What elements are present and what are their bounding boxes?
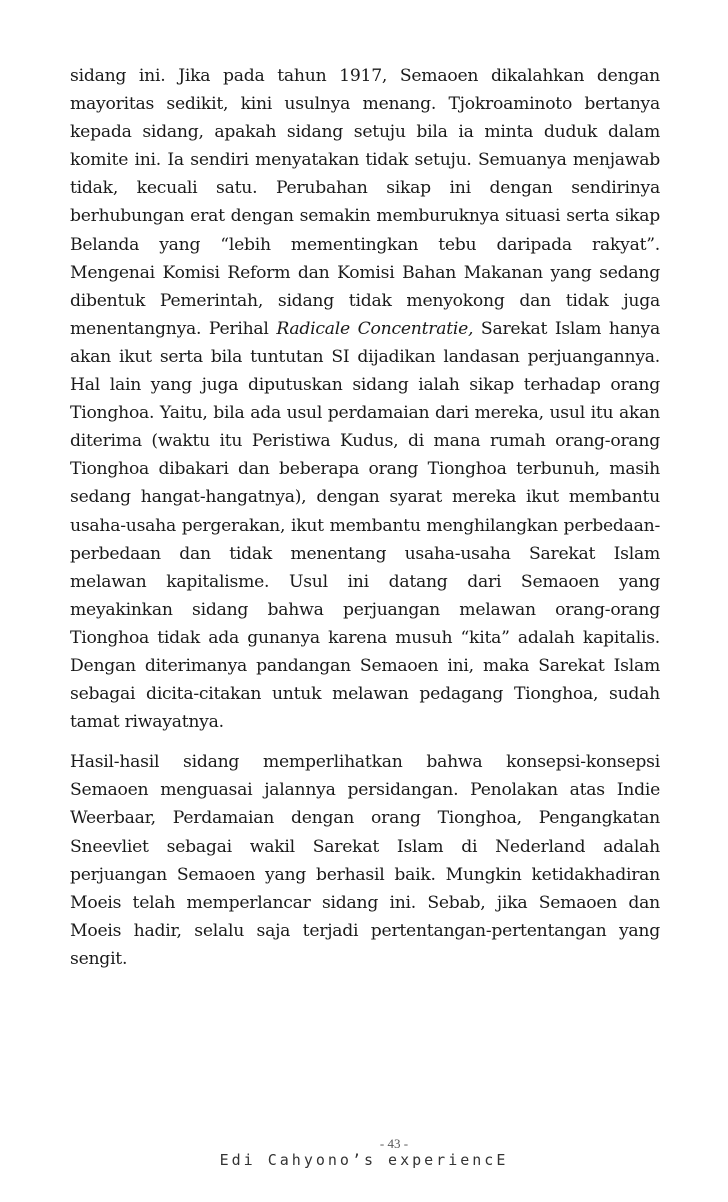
paragraph-2: Hasil-hasil sidang memperlihatkan bahwa konsepsi-konsepsi Semaoen menguasai jalannya persidangan. Penolakan atas Indie Weerbaar, Perdamaian dengan orang Tionghoa, Pengangkatan Sneevliet sebagai wakil Sarekat Islam di Nederland adalah perjuangan Semaoen yang berhasil baik. Mungkin ketidakhadiran Moeis telah memperlancar sidang ini. Sebab, jika Semaoen dan Moeis hadir, selalu saja terjadi pertentangan-pertentangan yang sengit. [70,752,660,969]
paragraph-1-text-start: sidang ini. Jika pada tahun 1917, Semaoen dikalahkan dengan mayoritas sedikit, kini usulnya menang. Tjokroaminoto bertanya kepada sidang, apakah sidang setuju bila ia minta duduk dalam komite ini. Ia sendiri menyatakan tidak setuju. Semuanya menjawab tidak, kecuali satu. Perubahan sikap ini dengan sendirinya berhubungan erat dengan semakin memburuknya situasi serta sikap Belanda yang “lebih mementingkan tebu daripada rakyat”. Mengenai Komisi Reform dan Komisi Bahan Makanan yang sedang dibentuk Pemerintah, sidang tidak menyokong dan tidak juga menentangnya. Perihal [70,66,660,339]
page-footer [0,1136,728,1170]
page-number: - 43 - [379,1136,409,1151]
footer-credit: Edi Cahyono’s experiencE [219,1151,509,1169]
paragraph-1-text-end: Sarekat Islam hanya akan ikut serta bila tuntutan SI dijadikan landasan perjuangannya. Hal lain yang juga diputuskan sidang ialah sikap terhadap orang Tionghoa. Yaitu, bila ada usul perdamaian dari mereka, usul itu akan diterima (waktu itu Peristiwa Kudus, di mana rumah orang-orang Tionghoa dibakari dan beberapa orang Tionghoa terbunuh, masih sedang hangat-hangatnya), dengan syarat mereka ikut membantu usaha-usaha pergerakan, ikut membantu menghilangkan perbedaan-perbedaan dan tidak menentang usaha-usaha Sarekat Islam melawan kapitalisme. Usul ini datang dari Semaoen yang meyakinkan sidang bahwa perjuangan melawan orang-orang Tionghoa tidak ada gunanya karena musuh “kita” adalah kapitalis. Dengan diterimanya pandangan Semaoen ini, maka Sarekat Islam sebagai dicita-citakan untuk melawan pedagang Tionghoa, sudah tamat riwayatnya. [70,318,660,733]
italic-term-radicale-concentratie: Radicale Concentratie, [276,318,474,339]
paragraph-1 [70,62,660,736]
book-page [70,62,660,973]
